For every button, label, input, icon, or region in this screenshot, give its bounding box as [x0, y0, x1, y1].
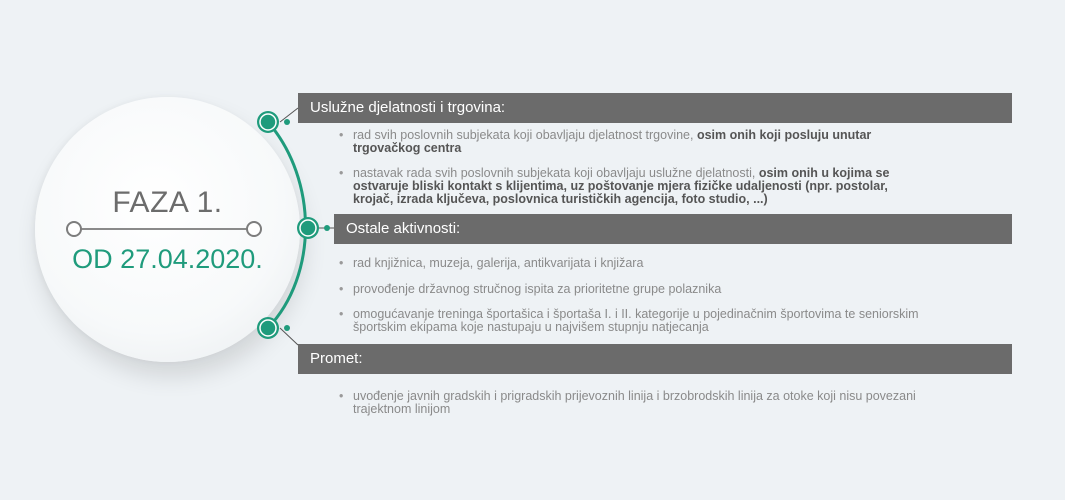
section-header-transport: Promet: [298, 344, 1012, 374]
bullet-text: uvođenje javnih gradskih i prigradskih prijevoznih linija i brzobrodskih linija za otoke koji nisu povezani [353, 389, 916, 403]
section-header-other-activities: Ostale aktivnosti: [334, 214, 1012, 244]
bullet-bold-text: osim onih u kojima se [758, 166, 890, 180]
bullet-text: rad knjižnica, muzeja, galerija, antikvarijata i knjižara [353, 256, 644, 270]
list-item [339, 256, 644, 270]
bullet-icon: • [339, 282, 344, 296]
bullet-icon: • [339, 389, 344, 403]
section-header-services: Uslužne djelatnosti i trgovina: [298, 93, 1012, 123]
phase-title: FAZA 1. [112, 186, 223, 219]
list-item [339, 128, 872, 155]
timeline-node-2-icon [297, 217, 330, 239]
list-item [339, 282, 722, 296]
bullet-text: nastavak rada svih poslovnih subjekata koji obavljaju uslužne djelatnosti, [353, 166, 759, 180]
bullet-text: provođenje državnog stručnog ispita za prioritetne grupe polaznika [353, 282, 722, 296]
list-item [339, 389, 916, 416]
bullet-icon: • [339, 128, 344, 142]
timeline-node-1-icon [257, 111, 290, 133]
bullet-icon: • [339, 307, 344, 321]
bullet-icon: • [339, 166, 344, 180]
bullet-text: omogućavanje treninga športašica i športaša I. i II. kategorije u pojedinačnim športovima te seniorskim [353, 307, 919, 321]
bullet-bold-text: trgovačkog centra [353, 141, 462, 155]
bullet-text: trajektnom linijom [353, 402, 451, 416]
bullet-text: športskim ekipama koje nastupaju u najvišem stupnju natjecanja [353, 320, 709, 334]
bullet-icon: • [339, 256, 344, 270]
list-item [339, 307, 919, 334]
bullet-text: rad svih poslovnih subjekata koji obavljaju djelatnost trgovine, [353, 128, 697, 142]
bullet-bold-text: ostvaruje bliski kontakt s klijentima, uz poštovanje mjera fizičke udaljenosti (npr. postolar, [353, 179, 888, 193]
timeline-node-3-icon [257, 317, 290, 339]
bullet-bold-text: krojač, izrada ključeva, poslovnica turističkih agencija, foto studio, ...) [353, 192, 768, 206]
connector-3 [280, 328, 298, 345]
bullet-bold-text: osim onih koji posluju unutar [696, 128, 872, 142]
phase-date: OD 27.04.2020. [72, 244, 263, 274]
list-item [339, 166, 890, 206]
